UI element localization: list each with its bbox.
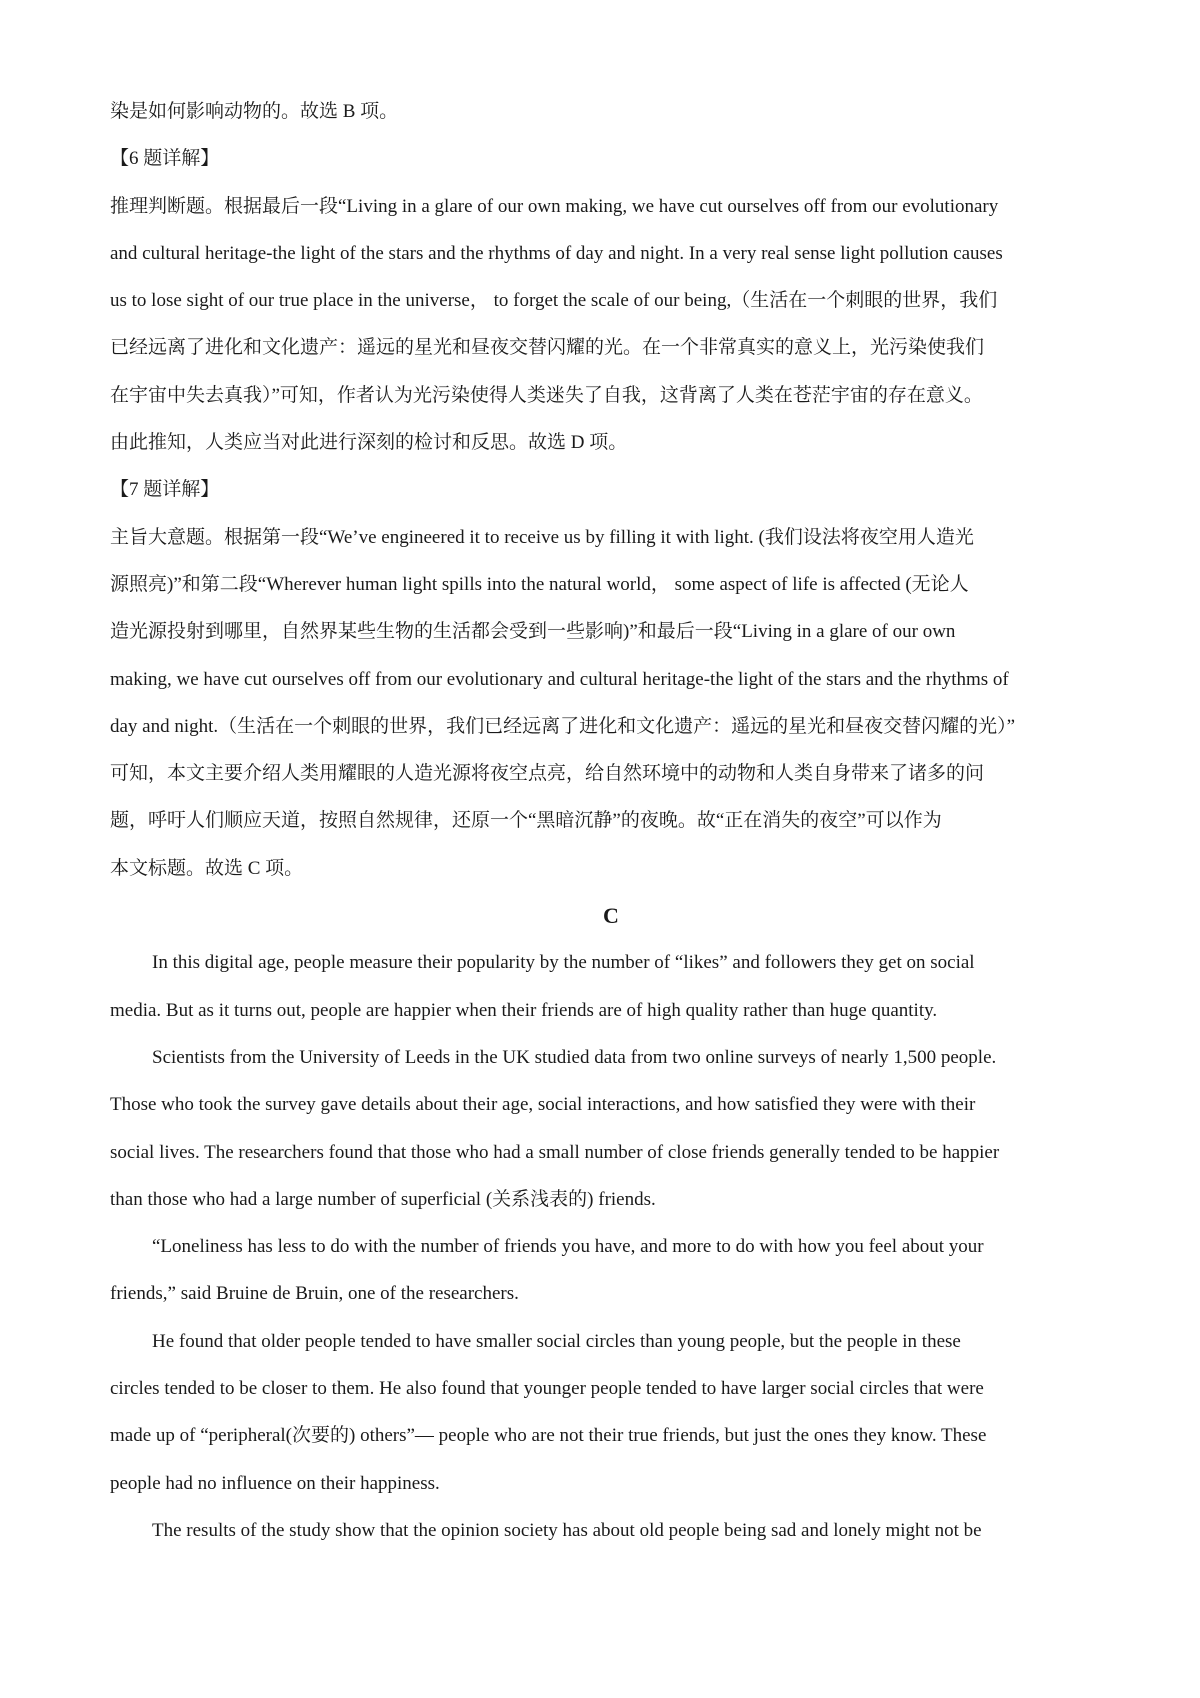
section-c	[110, 892, 1112, 1554]
paragraph-line: circles tended to be closer to them. He also found that younger people tended to have larger social circles that were	[110, 1378, 984, 1400]
paragraph-line: social lives. The researchers found that those who had a small number of close friends generally tended to be happier	[110, 1141, 1000, 1163]
q7-line: 源照亮)”和第二段“Wherever human light spills into the natural world， some aspect of life is affected (无论人	[110, 573, 969, 595]
passage-paragraph	[110, 1034, 1112, 1223]
paragraph-line: people had no influence on their happiness.	[110, 1472, 440, 1494]
q7-line: 题，呼吁人们顺应天道，按照自然规律，还原一个“黑暗沉静”的夜晚。故“正在消失的夜空”可以作为	[110, 810, 942, 832]
q7-line: 可知，本文主要介绍人类用耀眼的人造光源将夜空点亮，给自然环境中的动物和人类自身带来了诸多的问	[110, 763, 985, 785]
q5-explanation-tail: 染是如何影响动物的。故选 B 项。	[110, 101, 399, 122]
q7-line: 主旨大意题。根据第一段“We’ve engineered it to receive us by filling it with light. (我们设法将夜空用人造光	[110, 526, 974, 548]
q6-line: us to lose sight of our true place in the universe， to forget the scale of our being,（生活在一个刺眼的世界，我们	[110, 290, 998, 312]
q6-line: 在宇宙中失去真我）”可知，作者认为光污染使得人类迷失了自我，这背离了人类在苍茫宇宙的存在意义。	[110, 384, 983, 406]
paragraph-line: friends,” said Bruine de Bruin, one of the researchers.	[110, 1283, 519, 1305]
paragraph-line: than those who had a large number of superficial (关系浅表的) friends.	[110, 1188, 656, 1210]
q7-explanation	[110, 466, 1112, 892]
paragraph-line: The results of the study show that the opinion society has about old people being sad and lonely might not be	[152, 1519, 982, 1541]
paragraph-line: He found that older people tended to have smaller social circles than young people, but the people in these	[152, 1330, 961, 1352]
q7-line: making, we have cut ourselves off from our evolutionary and cultural heritage-the light of the stars and the rhythms of	[110, 668, 1009, 690]
q6-explanation	[110, 135, 1112, 466]
section-c-title: C	[603, 903, 619, 929]
passage-paragraph	[110, 939, 1112, 1034]
paragraph-line: made up of “peripheral(次要的) others”— people who are not their true friends, but just the ones they know. These	[110, 1425, 987, 1447]
passage-paragraph	[110, 1318, 1112, 1507]
q7-line: 本文标题。故选 C 项。	[110, 857, 304, 879]
paragraph-line: In this digital age, people measure their popularity by the number of “likes” and followers they get on social	[152, 952, 975, 974]
q7-heading: 【7 题详解】	[110, 479, 220, 501]
q6-line: 由此推知，人类应当对此进行深刻的检讨和反思。故选 D 项。	[110, 432, 628, 454]
paragraph-line: Those who took the survey gave details about their age, social interactions, and how satisfied they were with their	[110, 1094, 976, 1116]
passage-paragraph	[110, 1223, 1112, 1318]
q6-heading: 【6 题详解】	[110, 148, 220, 170]
paragraph-line: media. But as it turns out, people are happier when their friends are of high quality rather than huge quantity.	[110, 999, 938, 1021]
passage-paragraph	[110, 1507, 1112, 1554]
q6-line: and cultural heritage-the light of the stars and the rhythms of day and night. In a very real sense light pollution causes	[110, 242, 1003, 264]
q7-line: 造光源投射到哪里，自然界某些生物的生活都会受到一些影响)”和最后一段“Living in a glare of our own	[110, 621, 956, 643]
paragraph-line: “Loneliness has less to do with the number of friends you have, and more to do with how you feel about your	[152, 1236, 984, 1258]
q6-line: 已经远离了进化和文化遗产：遥远的星光和昼夜交替闪耀的光。在一个非常真实的意义上，光污染使我们	[110, 337, 985, 359]
q6-line: 推理判断题。根据最后一段“Living in a glare of our own making, we have cut ourselves off from our evolutionary	[110, 195, 999, 217]
q7-line: day and night.（生活在一个刺眼的世界，我们已经远离了进化和文化遗产：遥远的星光和昼夜交替闪耀的光）”	[110, 715, 1016, 737]
paragraph-line: Scientists from the University of Leeds in the UK studied data from two online surveys of nearly 1,500 people.	[152, 1046, 997, 1068]
